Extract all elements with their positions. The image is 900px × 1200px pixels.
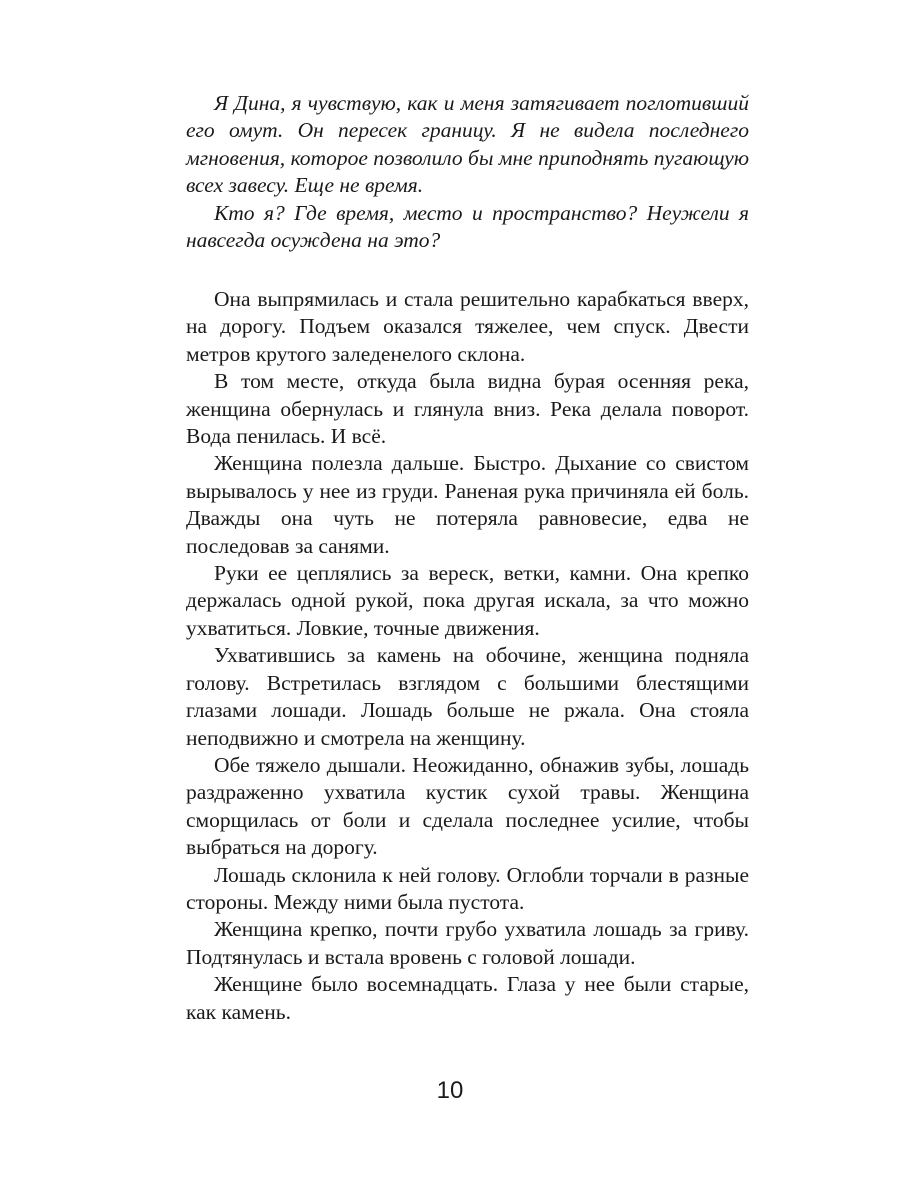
italic-paragraph: Кто я? Где время, место и пространство? Неужели я навсегда осуждена на это?: [186, 200, 749, 253]
body-paragraph: В том месте, откуда была видна бурая осенняя река, женщина обернулась и глянула вниз. Река делала поворот. Вода пенилась. И всё.: [186, 369, 749, 449]
body-paragraph: Руки ее цеплялись за вереск, ветки, камни. Она крепко держалась одной рукой, пока другая искала, за что можно ухватиться. Ловкие, точные движения.: [186, 561, 749, 640]
italic-paragraph: Я Дина, я чувствую, как и меня затягивает поглотивший его омут. Он пересек границу. Я не видела последнего мгновения, которое позволило бы мне приподнять пугающую всех завесу. Еще не время.: [186, 91, 749, 198]
italic-text-block: [186, 90, 749, 254]
body-paragraph: Женщине было восемнадцать. Глаза у нее были старые, как камень.: [186, 972, 749, 1024]
body-paragraph: Она выпрямилась и стала решительно карабкаться вверх, на дорогу. Подъем оказался тяжелее, чем спуск. Двести метров крутого заледенелого склона.: [186, 287, 749, 366]
page-number: 10: [436, 1077, 464, 1104]
body-paragraph: Обе тяжело дышали. Неожиданно, обнажив зубы, лошадь раздраженно ухватила кустик сухой травы. Женщина сморщилась от боли и сделала последнее усилие, чтобы выбраться на дорогу.: [186, 752, 749, 860]
body-text-block: [186, 286, 749, 1026]
body-paragraph: Женщина крепко, почти грубо ухватила лошадь за гриву. Подтянулась и встала вровень с головой лошади.: [186, 917, 749, 969]
body-paragraph: Лошадь склонила к ней голову. Оглобли торчали в разные стороны. Между ними была пустота.: [186, 862, 749, 914]
body-paragraph: Женщина полезла дальше. Быстро. Дыхание со свистом вырывалось у нее из груди. Раненая рука причиняла ей боль. Дважды она чуть не потеряла равновесие, едва не последовав за санями.: [186, 451, 749, 558]
body-paragraph: Ухватившись за камень на обочине, женщина подняла голову. Встретилась взглядом с большими блестящими глазами лошади. Лошадь больше не ржала. Она стояла неподвижно и смотрела на женщину.: [186, 643, 749, 750]
